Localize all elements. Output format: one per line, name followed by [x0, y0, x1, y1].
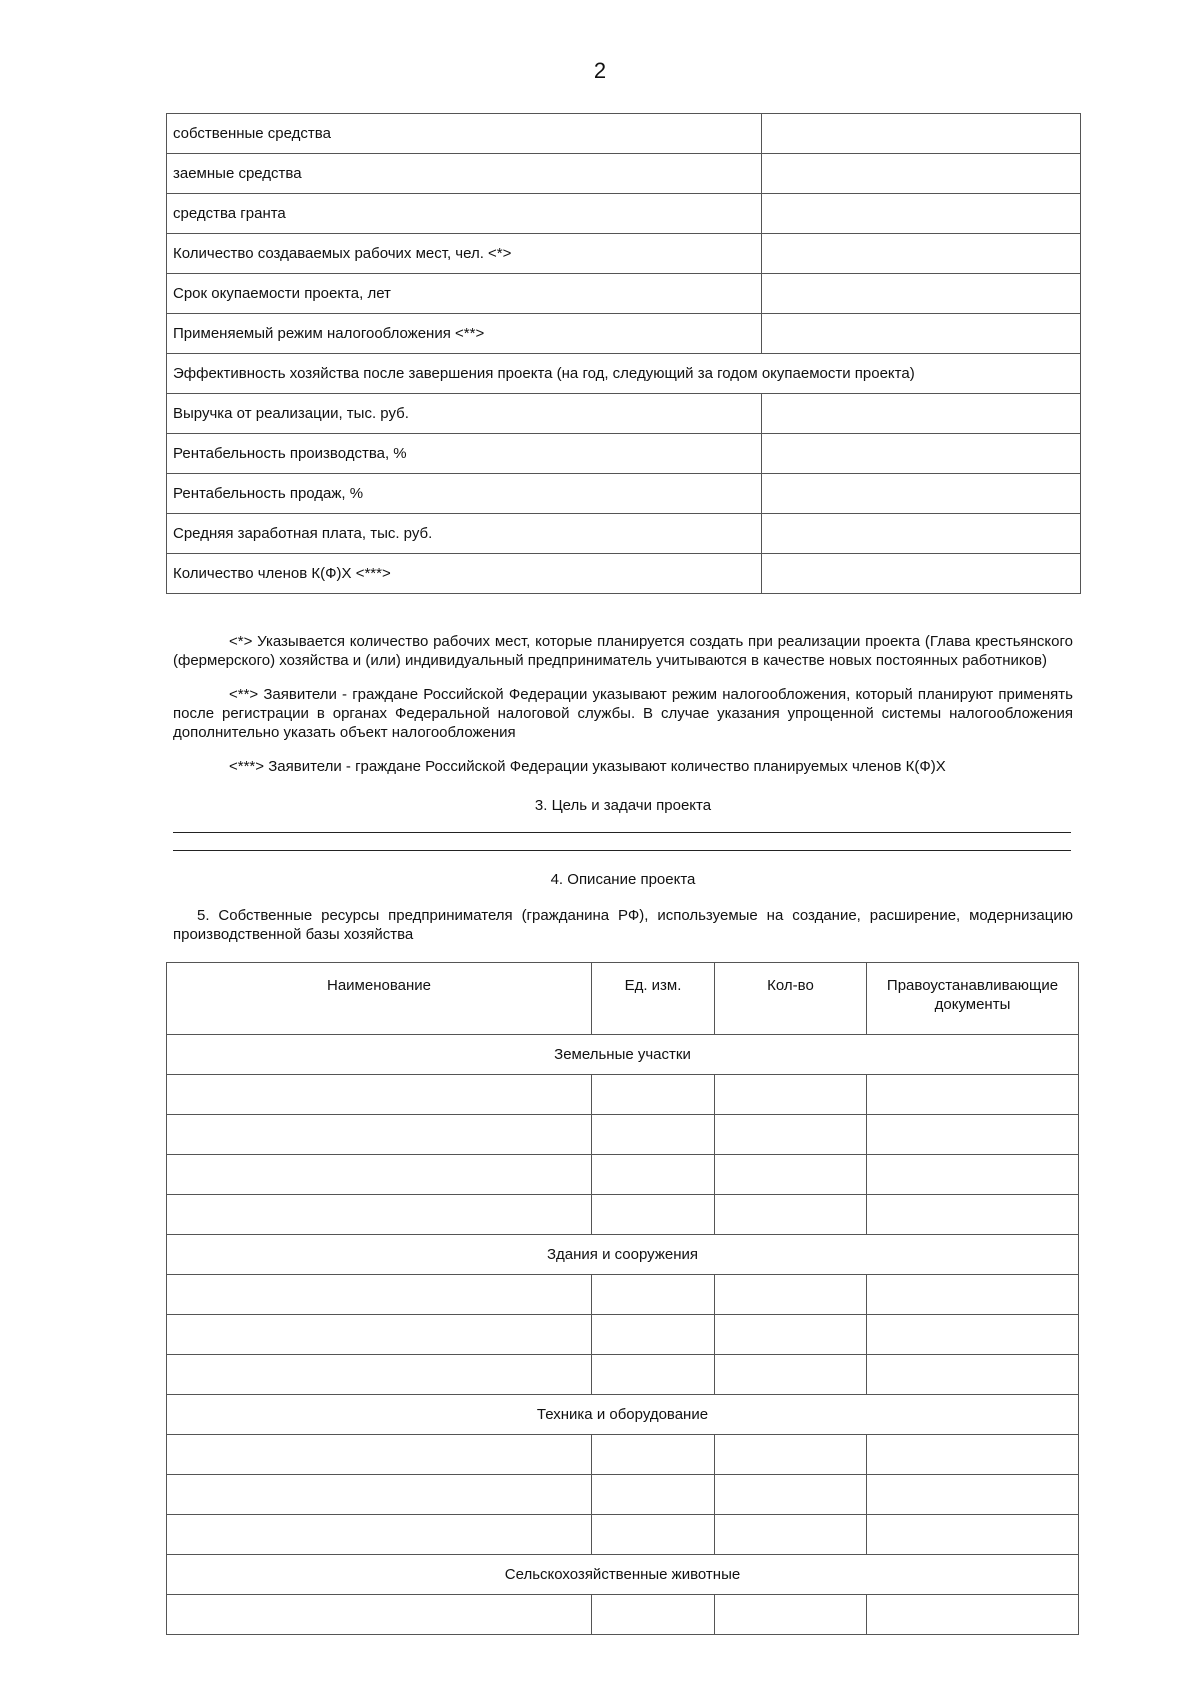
resource-entry-row	[167, 1595, 1079, 1635]
category-row	[167, 1555, 1079, 1595]
indicator-label: заемные средства	[167, 154, 762, 194]
resource-entry-row	[167, 1475, 1079, 1515]
entry-unit-cell[interactable]	[592, 1435, 715, 1475]
entry-documents-cell[interactable]	[867, 1475, 1079, 1515]
category-title: Здания и сооружения	[167, 1235, 1079, 1275]
entry-name-cell[interactable]	[167, 1275, 592, 1315]
indicator-row	[167, 434, 1081, 474]
page-number: 2	[593, 58, 607, 83]
entry-name-cell[interactable]	[167, 1595, 592, 1635]
entry-name-cell[interactable]	[167, 1435, 592, 1475]
entry-documents-cell[interactable]	[867, 1355, 1079, 1395]
entry-documents-cell[interactable]	[867, 1155, 1079, 1195]
indicator-value-cell[interactable]	[762, 234, 1081, 274]
resource-entry-row	[167, 1275, 1079, 1315]
resource-entry-row	[167, 1515, 1079, 1555]
entry-unit-cell[interactable]	[592, 1355, 715, 1395]
indicator-label: Количество создаваемых рабочих мест, чел. <*>	[167, 234, 762, 274]
indicator-row	[167, 394, 1081, 434]
indicator-label: Рентабельность продаж, %	[167, 474, 762, 514]
entry-quantity-cell[interactable]	[715, 1435, 867, 1475]
indicator-row	[167, 474, 1081, 514]
entry-quantity-cell[interactable]	[715, 1195, 867, 1235]
indicator-label: Срок окупаемости проекта, лет	[167, 274, 762, 314]
indicator-label: Применяемый режим налогообложения <**>	[167, 314, 762, 354]
entry-name-cell[interactable]	[167, 1475, 592, 1515]
category-title: Земельные участки	[167, 1035, 1079, 1075]
entry-unit-cell[interactable]	[592, 1595, 715, 1635]
category-title: Техника и оборудование	[167, 1395, 1079, 1435]
resource-entry-row	[167, 1315, 1079, 1355]
answer-line[interactable]	[173, 850, 1071, 851]
indicator-row	[167, 314, 1081, 354]
entry-name-cell[interactable]	[167, 1075, 592, 1115]
indicator-row	[167, 194, 1081, 234]
entry-documents-cell[interactable]	[867, 1115, 1079, 1155]
entry-name-cell[interactable]	[167, 1355, 592, 1395]
indicator-value-cell[interactable]	[762, 114, 1081, 154]
indicator-label: Эффективность хозяйства после завершения проекта (на год, следующий за годом окупаемости проекта)	[167, 354, 1081, 394]
entry-quantity-cell[interactable]	[715, 1155, 867, 1195]
indicator-value-cell[interactable]	[762, 474, 1081, 514]
entry-quantity-cell[interactable]	[715, 1355, 867, 1395]
indicator-label: Количество членов К(Ф)Х <***>	[167, 554, 762, 594]
entry-name-cell[interactable]	[167, 1195, 592, 1235]
indicator-row	[167, 234, 1081, 274]
footnote-workplaces: <*> Указывается количество рабочих мест, которые планируется создать при реализации проекта (Глава крестьянского (фермерского) хозяйства и (или) индивидуальный предприниматель учитываются в качестве новых постоянных работников)	[173, 633, 1073, 669]
resource-entry-row	[167, 1075, 1079, 1115]
entry-unit-cell[interactable]	[592, 1115, 715, 1155]
category-row	[167, 1235, 1079, 1275]
entry-unit-cell[interactable]	[592, 1475, 715, 1515]
entry-documents-cell[interactable]	[867, 1515, 1079, 1555]
entry-unit-cell[interactable]	[592, 1315, 715, 1355]
resource-entry-row	[167, 1355, 1079, 1395]
resource-entry-row	[167, 1195, 1079, 1235]
resources-header-row	[167, 963, 1079, 1035]
indicator-value-cell[interactable]	[762, 394, 1081, 434]
entry-documents-cell[interactable]	[867, 1275, 1079, 1315]
indicator-value-cell[interactable]	[762, 154, 1081, 194]
indicator-label: средства гранта	[167, 194, 762, 234]
indicator-value-cell[interactable]	[762, 434, 1081, 474]
category-title: Сельскохозяйственные животные	[167, 1555, 1079, 1595]
indicator-value-cell[interactable]	[762, 194, 1081, 234]
entry-documents-cell[interactable]	[867, 1315, 1079, 1355]
indicator-label: собственные средства	[167, 114, 762, 154]
entry-unit-cell[interactable]	[592, 1275, 715, 1315]
indicator-label: Средняя заработная плата, тыс. руб.	[167, 514, 762, 554]
entry-quantity-cell[interactable]	[715, 1475, 867, 1515]
footnote-members: <***> Заявители - граждане Российской Федерации указывают количество планируемых членов К(Ф)Х	[229, 758, 946, 775]
indicator-row	[167, 114, 1081, 154]
section-5-text: 5. Собственные ресурсы предпринимателя (гражданина РФ), используемые на создание, расширение, модернизацию производственной базы хозяйства	[173, 907, 1073, 943]
entry-name-cell[interactable]	[167, 1115, 592, 1155]
project-indicators-table	[166, 113, 1081, 594]
indicator-row	[167, 274, 1081, 314]
indicator-row	[167, 554, 1081, 594]
header-documents: Правоустанавливающие документы	[867, 963, 1079, 1035]
entry-documents-cell[interactable]	[867, 1435, 1079, 1475]
entry-name-cell[interactable]	[167, 1315, 592, 1355]
header-name: Наименование	[167, 963, 592, 1035]
entry-quantity-cell[interactable]	[715, 1075, 867, 1115]
entry-name-cell[interactable]	[167, 1155, 592, 1195]
indicator-value-cell[interactable]	[762, 514, 1081, 554]
indicator-value-cell[interactable]	[762, 314, 1081, 354]
resources-table	[166, 962, 1079, 1635]
indicator-label: Выручка от реализации, тыс. руб.	[167, 394, 762, 434]
entry-quantity-cell[interactable]	[715, 1515, 867, 1555]
indicator-row	[167, 514, 1081, 554]
entry-quantity-cell[interactable]	[715, 1595, 867, 1635]
entry-quantity-cell[interactable]	[715, 1115, 867, 1155]
resource-entry-row	[167, 1155, 1079, 1195]
section-4-title: 4. Описание проекта	[550, 871, 696, 888]
header-quantity: Кол-во	[715, 963, 867, 1035]
entry-unit-cell[interactable]	[592, 1075, 715, 1115]
indicator-value-cell[interactable]	[762, 554, 1081, 594]
entry-documents-cell[interactable]	[867, 1595, 1079, 1635]
indicator-row	[167, 354, 1081, 394]
footnotes	[173, 632, 1073, 791]
resource-entry-row	[167, 1115, 1079, 1155]
category-row	[167, 1395, 1079, 1435]
entry-unit-cell[interactable]	[592, 1155, 715, 1195]
category-row	[167, 1035, 1079, 1075]
section-3-title: 3. Цель и задачи проекта	[534, 797, 712, 814]
indicator-value-cell[interactable]	[762, 274, 1081, 314]
indicator-row	[167, 154, 1081, 194]
entry-unit-cell[interactable]	[592, 1515, 715, 1555]
entry-unit-cell[interactable]	[592, 1195, 715, 1235]
footnote-tax-regime: <**> Заявители - граждане Российской Федерации указывают режим налогообложения, который планируют применять после регистрации в органах Федеральной налоговой службы. В случае указания упрощенной системы налогообложения дополнительно указать объект налогообложения	[173, 686, 1073, 741]
entry-documents-cell[interactable]	[867, 1195, 1079, 1235]
answer-line[interactable]	[173, 832, 1071, 833]
indicator-label: Рентабельность производства, %	[167, 434, 762, 474]
header-unit: Ед. изм.	[592, 963, 715, 1035]
resource-entry-row	[167, 1435, 1079, 1475]
entry-documents-cell[interactable]	[867, 1075, 1079, 1115]
entry-quantity-cell[interactable]	[715, 1275, 867, 1315]
entry-quantity-cell[interactable]	[715, 1315, 867, 1355]
entry-name-cell[interactable]	[167, 1515, 592, 1555]
